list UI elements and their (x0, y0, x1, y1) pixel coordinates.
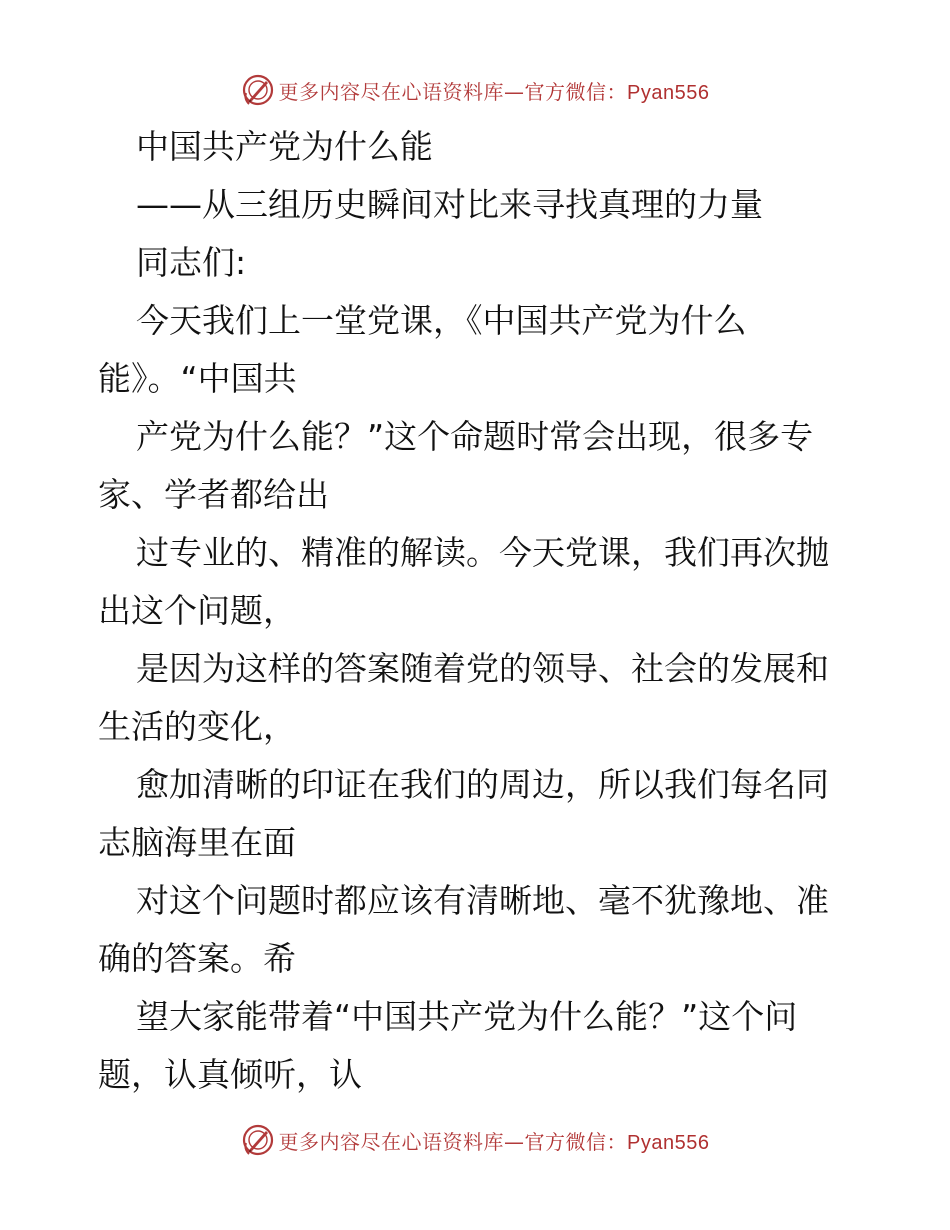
doc-subtitle: ——从三组历史瞬间对比来寻找真理的力量 (136, 185, 763, 224)
header-banner-main-text: 更多内容尽在心语资料库 (278, 79, 505, 104)
doc-line: 产党为什么能？”这个命题时常会出现，很多专 (136, 417, 814, 456)
header-banner-dash: — (504, 79, 525, 104)
doc-line: 望大家能带着“中国共产党为什么能？”这个问 (136, 997, 798, 1036)
doc-line: 志脑海里在面 (98, 823, 296, 862)
pen-seal-logo-icon (241, 1123, 275, 1157)
doc-line: 题，认真倾听，认 (98, 1055, 362, 1094)
footer-banner-dash: — (504, 1129, 525, 1154)
pen-seal-logo-icon (241, 73, 275, 107)
doc-line: 过专业的、精准的解读。今天党课，我们再次抛 (136, 533, 829, 572)
doc-salutation: 同志们: (136, 243, 247, 282)
header-banner-wechat-id: Pyan556 (627, 81, 710, 104)
doc-line: 家、学者都给出 (98, 475, 329, 514)
document-body (98, 118, 858, 1104)
footer-banner (0, 1120, 950, 1160)
doc-line: 出这个问题， (98, 591, 296, 630)
footer-banner-wechat-label: 官方微信： (524, 1129, 628, 1154)
doc-title: 中国共产党为什么能 (136, 127, 433, 166)
doc-line: 今天我们上一堂党课，《中国共产党为什么 (136, 301, 747, 340)
header-banner-wechat-label: 官方微信： (524, 79, 628, 104)
doc-line: 是因为这样的答案随着党的领导、社会的发展和 (136, 649, 829, 688)
doc-line: 对这个问题时都应该有清晰地、毫不犹豫地、准 (136, 881, 829, 920)
doc-line: 愈加清晰的印证在我们的周边，所以我们每名同 (136, 765, 829, 804)
doc-line: 生活的变化， (98, 707, 296, 746)
header-banner (0, 70, 950, 110)
footer-banner-main-text: 更多内容尽在心语资料库 (278, 1129, 505, 1154)
doc-line: 能》。“中国共 (98, 359, 297, 398)
footer-banner-wechat-id: Pyan556 (627, 1131, 710, 1154)
doc-line: 确的答案。希 (98, 939, 296, 978)
